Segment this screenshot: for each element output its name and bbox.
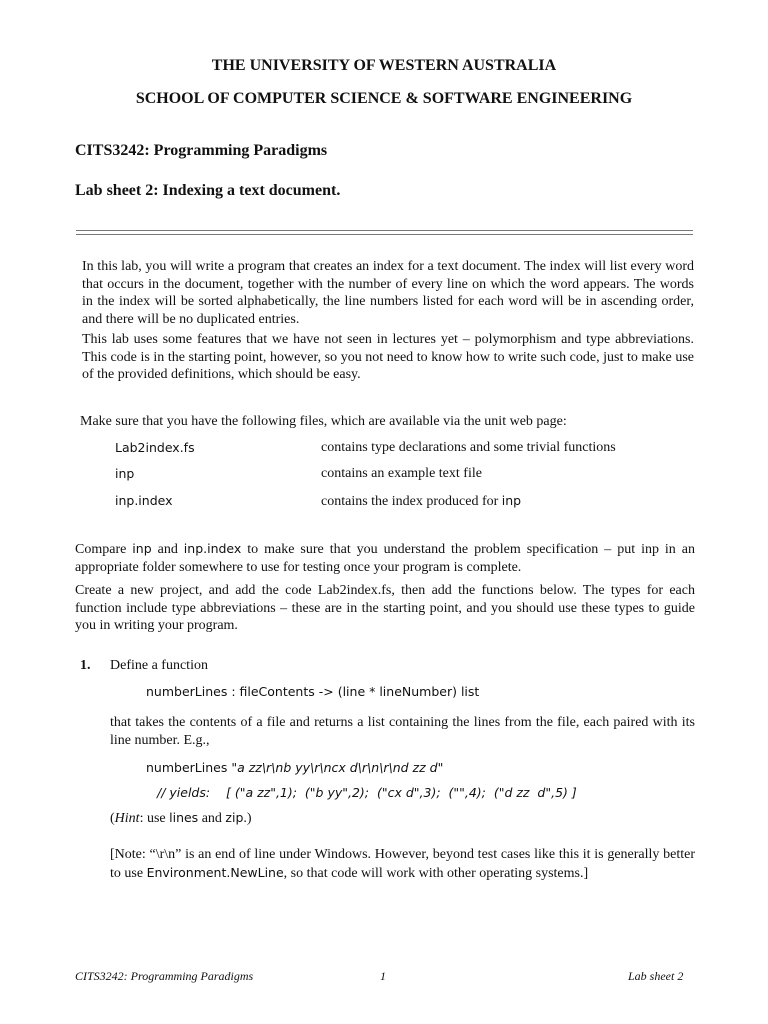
- compare-code-inp: inp: [132, 541, 152, 556]
- hint-open: (: [110, 811, 115, 826]
- file-desc-code: inp: [501, 493, 522, 508]
- hint-and: and: [198, 811, 226, 826]
- divider-top: [76, 230, 693, 231]
- divider-bottom: [76, 234, 693, 235]
- lab-title: Lab sheet 2: Indexing a text document.: [75, 182, 341, 199]
- footer-lab: Lab sheet 2: [628, 969, 684, 983]
- compare-paragraph: [75, 540, 695, 576]
- task-1-hint: [110, 809, 252, 828]
- task-1-number: 1.: [80, 658, 91, 673]
- compare-text-2: and: [151, 542, 184, 557]
- files-intro: Make sure that you have the following files, which are available via the unit web page:: [80, 414, 567, 429]
- file-desc-inp: contains an example text file: [321, 466, 482, 481]
- intro-paragraph-1: In this lab, you will write a program that creates an index for a text document. The index will list every word that occurs in the document, together with the number of every line on which the word appears. The words in the index will be sorted alphabetically, the line numbers listed for each word will be in ascending order, and there will be no duplicated entries.: [82, 259, 694, 327]
- task-1-description: that takes the contents of a file and returns a list containing the lines from the file, each paired with its line number. E.g.,: [110, 715, 695, 748]
- compare-code-inp-index: inp.index: [183, 541, 242, 556]
- example-function: numberLines: [146, 760, 232, 775]
- intro-paragraph-2: This lab uses some features that we have not seen in lectures yet – polymorphism and type abbreviations. This code is in the starting point, however, so you not need to know how to write such code, just to make use of the provided definitions, which should be easy.: [82, 332, 694, 382]
- example-argument: "a zz\r\nb yy\r\ncx d\r\n\r\nd zz d": [231, 760, 444, 775]
- create-paragraph: Create a new project, and add the code Lab2index.fs, then add the functions below. The types for each function include type abbreviations – these are in the starting point, and you should use these types to guide you in writing your program.: [75, 583, 695, 633]
- file-desc-lab2index: contains type declarations and some trivial functions: [321, 440, 616, 455]
- school-heading: SCHOOL OF COMPUTER SCIENCE & SOFTWARE ENGINEERING: [135, 90, 633, 107]
- footer-unit: CITS3242: Programming Paradigms: [75, 969, 254, 983]
- note-code: Environment.NewLine: [146, 865, 284, 880]
- file-desc-inp-index: [321, 492, 521, 511]
- task-1-example-yields: // yields: [ ("a zz",1); ("b yy",2); ("cx d",3); ("",4); ("d zz d",5) ]: [157, 785, 577, 800]
- task-1-example-call: [146, 759, 443, 777]
- hint-code-zip: zip: [225, 810, 244, 825]
- task-1-signature: numberLines : fileContents -> (line * lineNumber) list: [146, 684, 480, 699]
- file-name-inp-index: inp.index: [115, 493, 173, 508]
- hint-close: .): [243, 811, 252, 826]
- file-name-inp: inp: [115, 466, 135, 481]
- task-1-title: Define a function: [110, 658, 208, 673]
- hint-text: : use: [139, 811, 170, 826]
- footer-page-number: 1: [380, 969, 386, 983]
- compare-text-3: to make sure that you understand the problem specification – put inp in an appropriate folder somewhere to use for testing once your program is complete.: [75, 542, 695, 575]
- hint-label: Hint: [114, 811, 140, 826]
- file-desc-text: contains the index produced for: [321, 494, 502, 509]
- unit-title: CITS3242: Programming Paradigms: [75, 142, 328, 159]
- hint-code-lines: lines: [169, 810, 199, 825]
- note-text-a: [Note: “\r\n” is an end of line under Windows. However, beyond test cases like this it is generally better to use: [110, 847, 695, 881]
- compare-text-1: Compare: [75, 542, 133, 557]
- university-heading: THE UNIVERSITY OF WESTERN AUSTRALIA: [211, 57, 557, 74]
- task-1-note: [110, 846, 695, 883]
- note-text-b: , so that code will work with other operating systems.]: [283, 866, 589, 881]
- file-name-lab2index: Lab2index.fs: [115, 440, 195, 455]
